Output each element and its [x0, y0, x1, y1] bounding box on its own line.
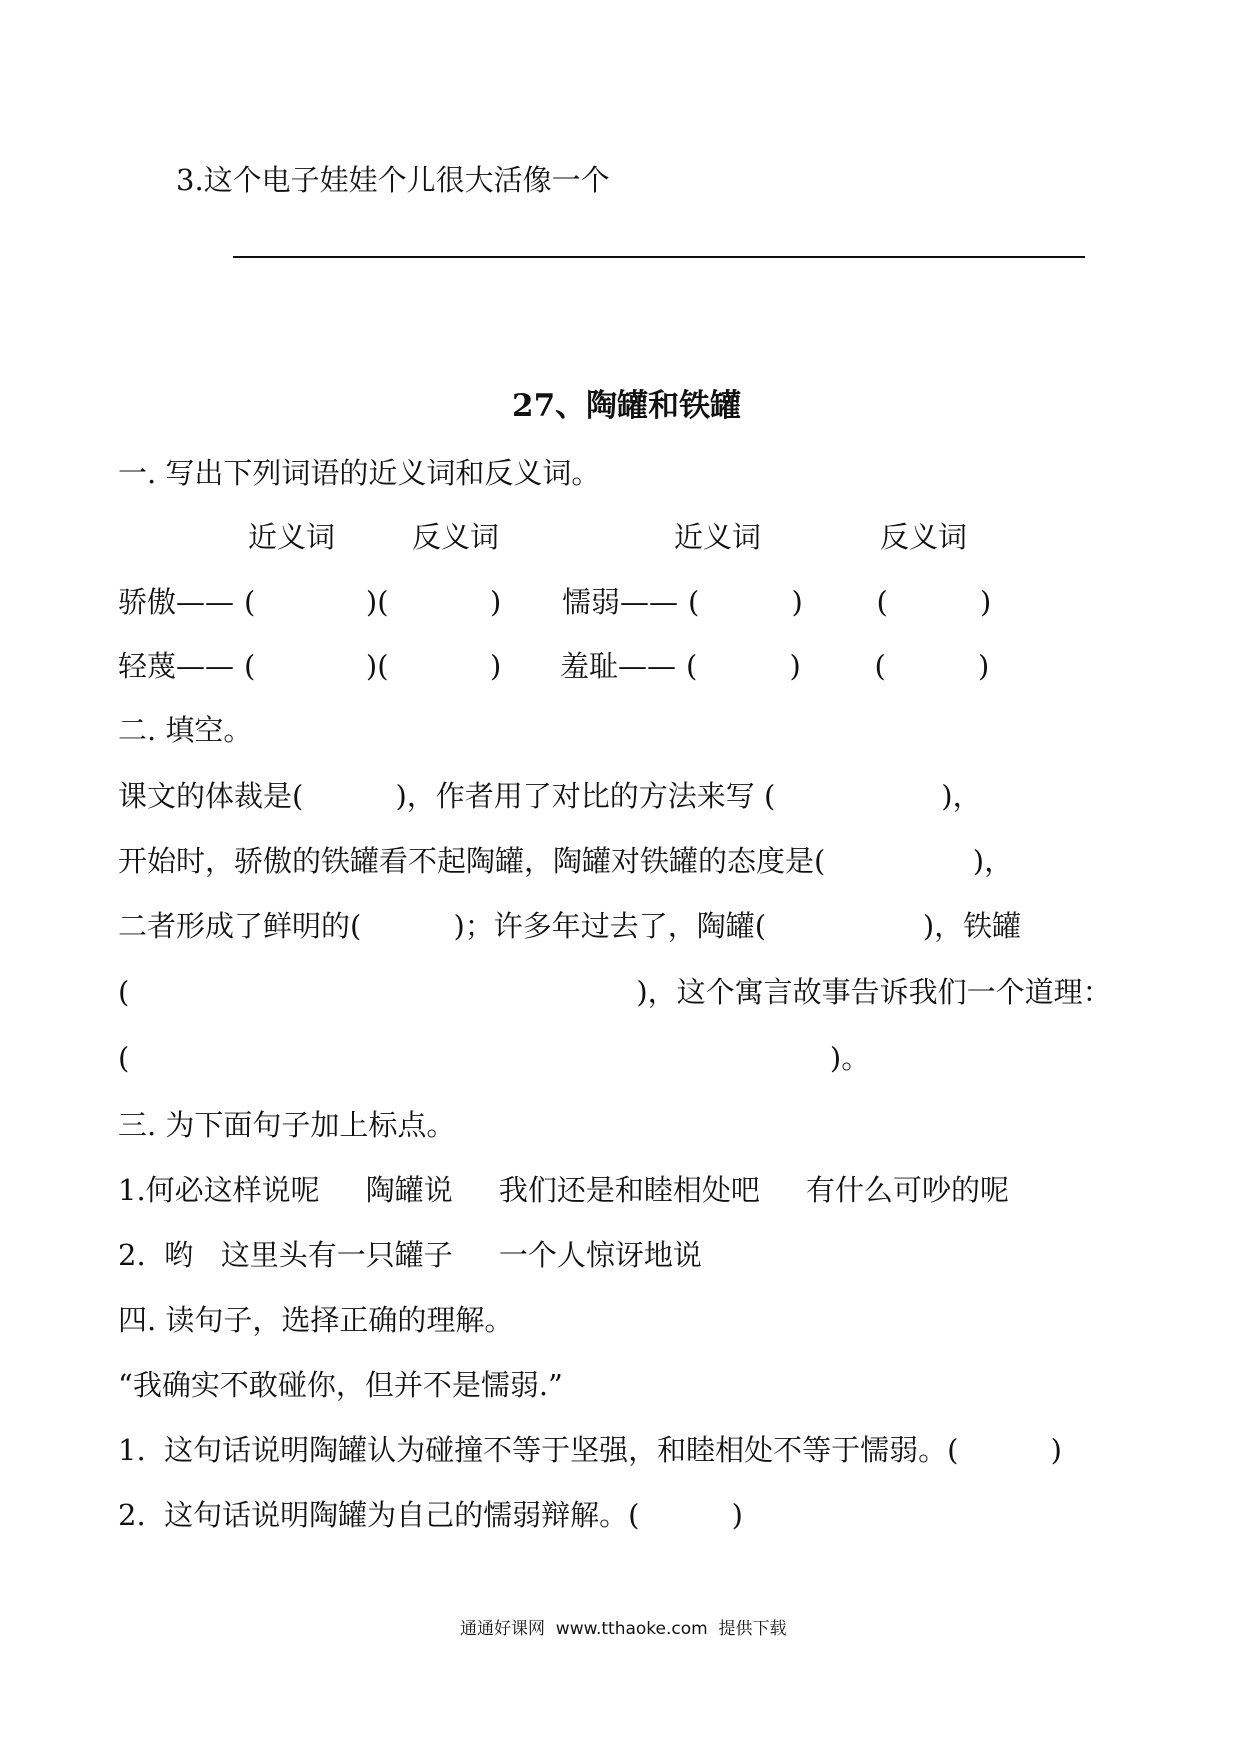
fill-line-2: 开始时，骄傲的铁罐看不起陶罐，陶罐对铁罐的态度是( )，	[118, 844, 1014, 878]
word-row-1-left: 骄傲——	[118, 585, 235, 619]
header-antonym-right: 反义词	[880, 520, 968, 554]
section4-heading: 四. 读句子，选择正确的理解。	[118, 1303, 514, 1337]
fill-line-4: ( )，这个寓言故事告诉我们一个道理：	[118, 975, 1112, 1009]
header-synonym-left: 近义词	[248, 520, 336, 554]
blanks-row-2-left: ( )( )	[244, 649, 502, 683]
choice-option-2: 2. 这句话说明陶罐为自己的懦弱辩解。( )	[118, 1498, 743, 1532]
punctuation-item-1: 1.何必这样说呢 陶罐说 我们还是和睦相处吧 有什么可吵的呢	[118, 1173, 1009, 1207]
fill-line-3: 二者形成了鲜明的( )；许多年过去了，陶罐( )，铁罐	[118, 909, 1022, 943]
header-antonym-left: 反义词	[412, 520, 500, 554]
answer-line	[233, 256, 1085, 258]
punctuation-item-2: 2. 哟 这里头有一只罐子 一个人惊讶地说	[118, 1238, 702, 1272]
fill-line-5: ( )。	[118, 1041, 871, 1075]
page-footer: 通通好课网 www.tthaoke.com 提供下载	[460, 1619, 787, 1639]
header-synonym-right: 近义词	[674, 520, 762, 554]
fill-line-1: 课文的体裁是( )，作者用了对比的方法来写 ( )，	[118, 779, 982, 813]
blanks-row-1-left: ( )( )	[244, 585, 502, 619]
lesson-title: 27、陶罐和铁罐	[512, 388, 742, 424]
section1-heading: 一. 写出下列词语的近义词和反义词。	[118, 456, 601, 490]
fill-item-3: 3.这个电子娃娃个儿很大活像一个	[176, 163, 610, 197]
choice-option-1: 1. 这句话说明陶罐认为碰撞不等于坚强，和睦相处不等于懦弱。( )	[118, 1433, 1062, 1467]
quote-sentence: “我确实不敢碰你，但并不是懦弱.”	[118, 1368, 563, 1402]
word-row-2-left: 轻蔑——	[118, 649, 235, 683]
word-row-2-right: 羞耻——	[560, 649, 677, 683]
blanks-row-2-right: ( ) ( )	[686, 649, 990, 683]
word-row-1-right: 懦弱——	[562, 585, 679, 619]
blanks-row-1-right: ( ) ( )	[688, 585, 992, 619]
section3-heading: 三. 为下面句子加上标点。	[118, 1108, 456, 1142]
section2-heading: 二. 填空。	[118, 713, 253, 747]
